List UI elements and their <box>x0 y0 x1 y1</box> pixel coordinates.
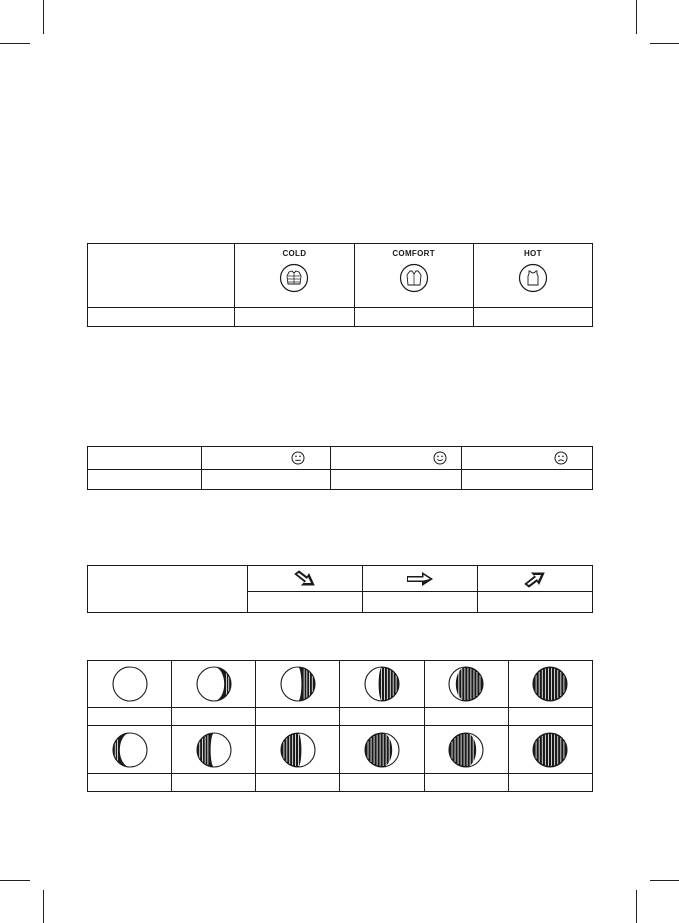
humidity-value-cell <box>88 470 202 490</box>
falling-cell <box>247 566 362 592</box>
hot-header: HOT <box>523 249 542 258</box>
crop-mark <box>636 890 637 923</box>
rising-cell <box>477 566 592 592</box>
cold-value-cell <box>235 308 354 327</box>
crop-mark <box>0 43 30 44</box>
moon-label-cell-waning-crescent <box>88 774 172 792</box>
frown-value-cell <box>461 470 592 490</box>
moon-cell-waxing-gibbous <box>424 661 508 708</box>
arrow-up-right-icon <box>522 570 548 588</box>
crop-mark <box>650 43 679 44</box>
waxing-crescent-moon-icon <box>195 665 233 703</box>
moon-label-cell-new-moon <box>88 708 172 726</box>
new-moon-moon-icon <box>111 665 149 703</box>
comfort-value-cell-2 <box>354 308 473 327</box>
moon-cell-waning-quarter <box>172 726 256 774</box>
crop-mark <box>636 0 637 34</box>
crop-mark <box>43 0 44 34</box>
moon-label-cell-first-quarter <box>256 708 340 726</box>
neutral-value-cell <box>202 470 330 490</box>
arrow-down-right-icon <box>292 570 318 588</box>
moon-label-cell-waxing-gibbous <box>424 708 508 726</box>
full-moon-moon-icon <box>531 665 569 703</box>
moon-label-cell-waning-half <box>340 774 424 792</box>
moon-phase-table <box>87 660 593 792</box>
moon-label-cell-waxing-half <box>340 708 424 726</box>
crop-mark <box>0 880 30 881</box>
moon-cell-full-moon-2 <box>508 726 592 774</box>
steady-value-cell <box>363 592 477 613</box>
moon-label-cell-last-quarter <box>256 774 340 792</box>
neutral-face-icon <box>291 451 305 465</box>
rising-value-cell <box>477 592 592 613</box>
moon-cell-waning-crescent <box>88 726 172 774</box>
waning-crescent-moon-icon <box>111 731 149 769</box>
falling-value-cell <box>247 592 362 613</box>
steady-cell <box>363 566 477 592</box>
sweater-icon <box>399 263 429 293</box>
smile-cell <box>330 447 461 470</box>
comfort-value-cell <box>88 308 235 327</box>
puffer-jacket-icon <box>279 263 309 293</box>
full-moon-2-moon-icon <box>531 731 569 769</box>
waxing-gibbous-moon-icon <box>447 665 485 703</box>
waning-half-moon-icon <box>363 731 401 769</box>
trend-label-cell <box>88 566 248 613</box>
moon-cell-waxing-half <box>340 661 424 708</box>
last-quarter-moon-icon <box>279 731 317 769</box>
comfort-cell <box>354 244 473 308</box>
cold-cell <box>235 244 354 308</box>
crop-mark <box>43 890 44 923</box>
moon-cell-new-moon <box>88 661 172 708</box>
moon-label-cell-waxing-crescent <box>172 708 256 726</box>
moon-cell-first-quarter <box>256 661 340 708</box>
moon-cell-waning-half <box>340 726 424 774</box>
first-quarter-moon-icon <box>279 665 317 703</box>
moon-cell-waning-gibbous <box>424 726 508 774</box>
hot-cell <box>473 244 592 308</box>
moon-label-cell-waning-quarter <box>172 774 256 792</box>
moon-cell-full-moon <box>508 661 592 708</box>
moon-label-cell-full-moon-2 <box>508 774 592 792</box>
smile-value-cell <box>330 470 461 490</box>
moon-label-cell-waning-gibbous <box>424 774 508 792</box>
humidity-label-cell <box>88 447 202 470</box>
waxing-half-moon-icon <box>363 665 401 703</box>
comfort-header: COMFORT <box>392 249 435 258</box>
frown-cell <box>461 447 592 470</box>
humidity-table <box>87 446 593 490</box>
comfort-table <box>87 243 593 327</box>
comfort-label-cell <box>88 244 235 308</box>
neutral-cell <box>202 447 330 470</box>
hot-value-cell <box>473 308 592 327</box>
frowning-face-icon <box>554 451 568 465</box>
crop-mark <box>650 880 679 881</box>
smiling-face-icon <box>433 451 447 465</box>
trend-table <box>87 565 593 613</box>
arrow-right-icon <box>405 571 435 587</box>
moon-label-cell-full-moon <box>508 708 592 726</box>
waning-quarter-moon-icon <box>195 731 233 769</box>
moon-cell-waxing-crescent <box>172 661 256 708</box>
cold-header: COLD <box>282 249 307 258</box>
tank-top-icon <box>518 263 548 293</box>
waning-gibbous-moon-icon <box>447 731 485 769</box>
moon-cell-last-quarter <box>256 726 340 774</box>
